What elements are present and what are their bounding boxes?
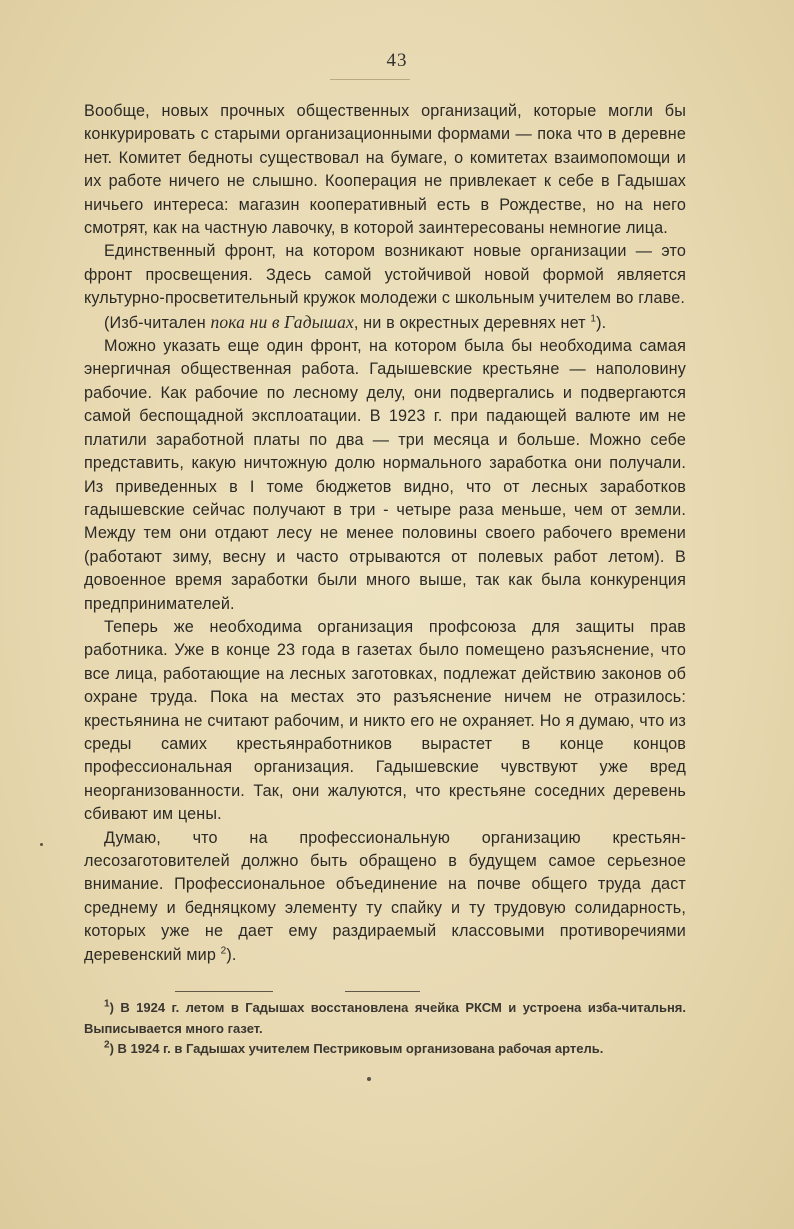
footnote-ref-2: 2 bbox=[220, 945, 227, 957]
paragraph-3: Можно указать еще один фронт, на котором была бы необходима самая энергичная общественная работа. Гадышевские крестьяне — наполовину рабочие. Как рабочие по лесному делу, они подвергались и подвергаются самой беспощадной эксплоатации. В 1923 г. при падающей валюте им не платили заработной платы по два — три месяца и больше. Можно себе представить, какую ничтожную долю нормального заработка они получали. Из приведенных в I томе бюджетов видно, что от лесных заработков гадышевские сейчас получают в три - четыре раза меньше, чем от земли. Между тем они отдают лесу не менее половины своего рабочего времени (работают зиму, весну и часто отрываются от полевых работ летом). В довоенное время заработки были много выше, так как была конкуренция предпринимателей. bbox=[84, 337, 686, 613]
paragraph-1: Вообще, новых прочных общественных организаций, которые могли бы конкурировать с старыми организационными формами — пока что в деревне нет. Комитет бедноты существовал на бумаге, о комитетах взаимопомощи и их работе ничего не слышно. Кооперация не привлекает к себе в Гадышах ничьего интереса: магазин кооперативный есть в Рождестве, но на него смотрят, как на частную лавочку, в которой заинтересованы немногие лица. bbox=[84, 102, 686, 238]
footnote-1 bbox=[84, 998, 686, 1039]
paragraph-5-close: ). bbox=[226, 945, 237, 964]
footnote-2-marker: 2 bbox=[104, 1039, 110, 1051]
footnote-2 bbox=[84, 1039, 686, 1060]
izba-note-after: , ни в окрестных деревнях нет bbox=[353, 313, 591, 332]
footnote-1-text: ) В 1924 г. летом в Гадышах восстановлена ячейка РКСМ и устроена изба-читальня. Выписывается много газет. bbox=[84, 1000, 686, 1036]
paragraph-5-text: Думаю, что на профессиональную организацию крестьян-лесозаготовителей должно быть обращено в будущем самое серьезное внимание. Профессиональное объединение на почве общего труда даст среднему и бедняцкому элементу ту спайку и ту трудовую солидарность, которых уже не дает ему раздираемый классовыми противоречиями деревенский мир bbox=[84, 828, 686, 964]
paragraph-4: Теперь же необходима организация профсоюза для защиты прав работника. Уже в конце 23 года в газетах было помещено разъяснение, что все лица, работающие на лесных заготовках, подлежат действию законов об охране труда. Пока на местах это разъяснение ничем не отразилось: крестьянина не считают рабочим, и никто его не охраняет. Но я думаю, что из среды самих крестьянработников вырастет в конце концов профессиональная организация. Гадышевские чувствуют уже вред неорганизованности. Так, они жалуются, что крестьяне соседних деревень сбивают им цены. bbox=[84, 617, 686, 824]
ink-speck bbox=[367, 1077, 371, 1081]
ink-speck bbox=[40, 843, 43, 846]
izba-note-before: (Изб-читален bbox=[104, 313, 211, 332]
main-text bbox=[84, 100, 686, 967]
footnote-ref-1: 1 bbox=[590, 313, 597, 325]
paragraph-2: Единственный фронт, на котором возникают новые организации — это фронт просвещения. Здесь самой устойчивой новой формой является культурно-просветительный кружок молодежи с школьным учителем во главе. bbox=[84, 242, 686, 308]
footnotes bbox=[84, 998, 686, 1060]
izba-note-italic: пока ни в Гадышах bbox=[210, 311, 354, 332]
footnote-2-text: ) В 1924 г. в Гадышах учителем Пестриковым организована рабочая артель. bbox=[109, 1041, 604, 1056]
footnote-separator-right bbox=[345, 991, 420, 992]
paragraph-izba-note bbox=[84, 311, 686, 335]
page-number-rule bbox=[330, 79, 410, 80]
footnote-1-marker: 1 bbox=[104, 998, 110, 1010]
footnote-separator bbox=[175, 991, 273, 992]
paragraph-5 bbox=[84, 827, 686, 967]
page-number: 43 bbox=[386, 50, 408, 71]
izba-note-close: ). bbox=[596, 313, 607, 332]
